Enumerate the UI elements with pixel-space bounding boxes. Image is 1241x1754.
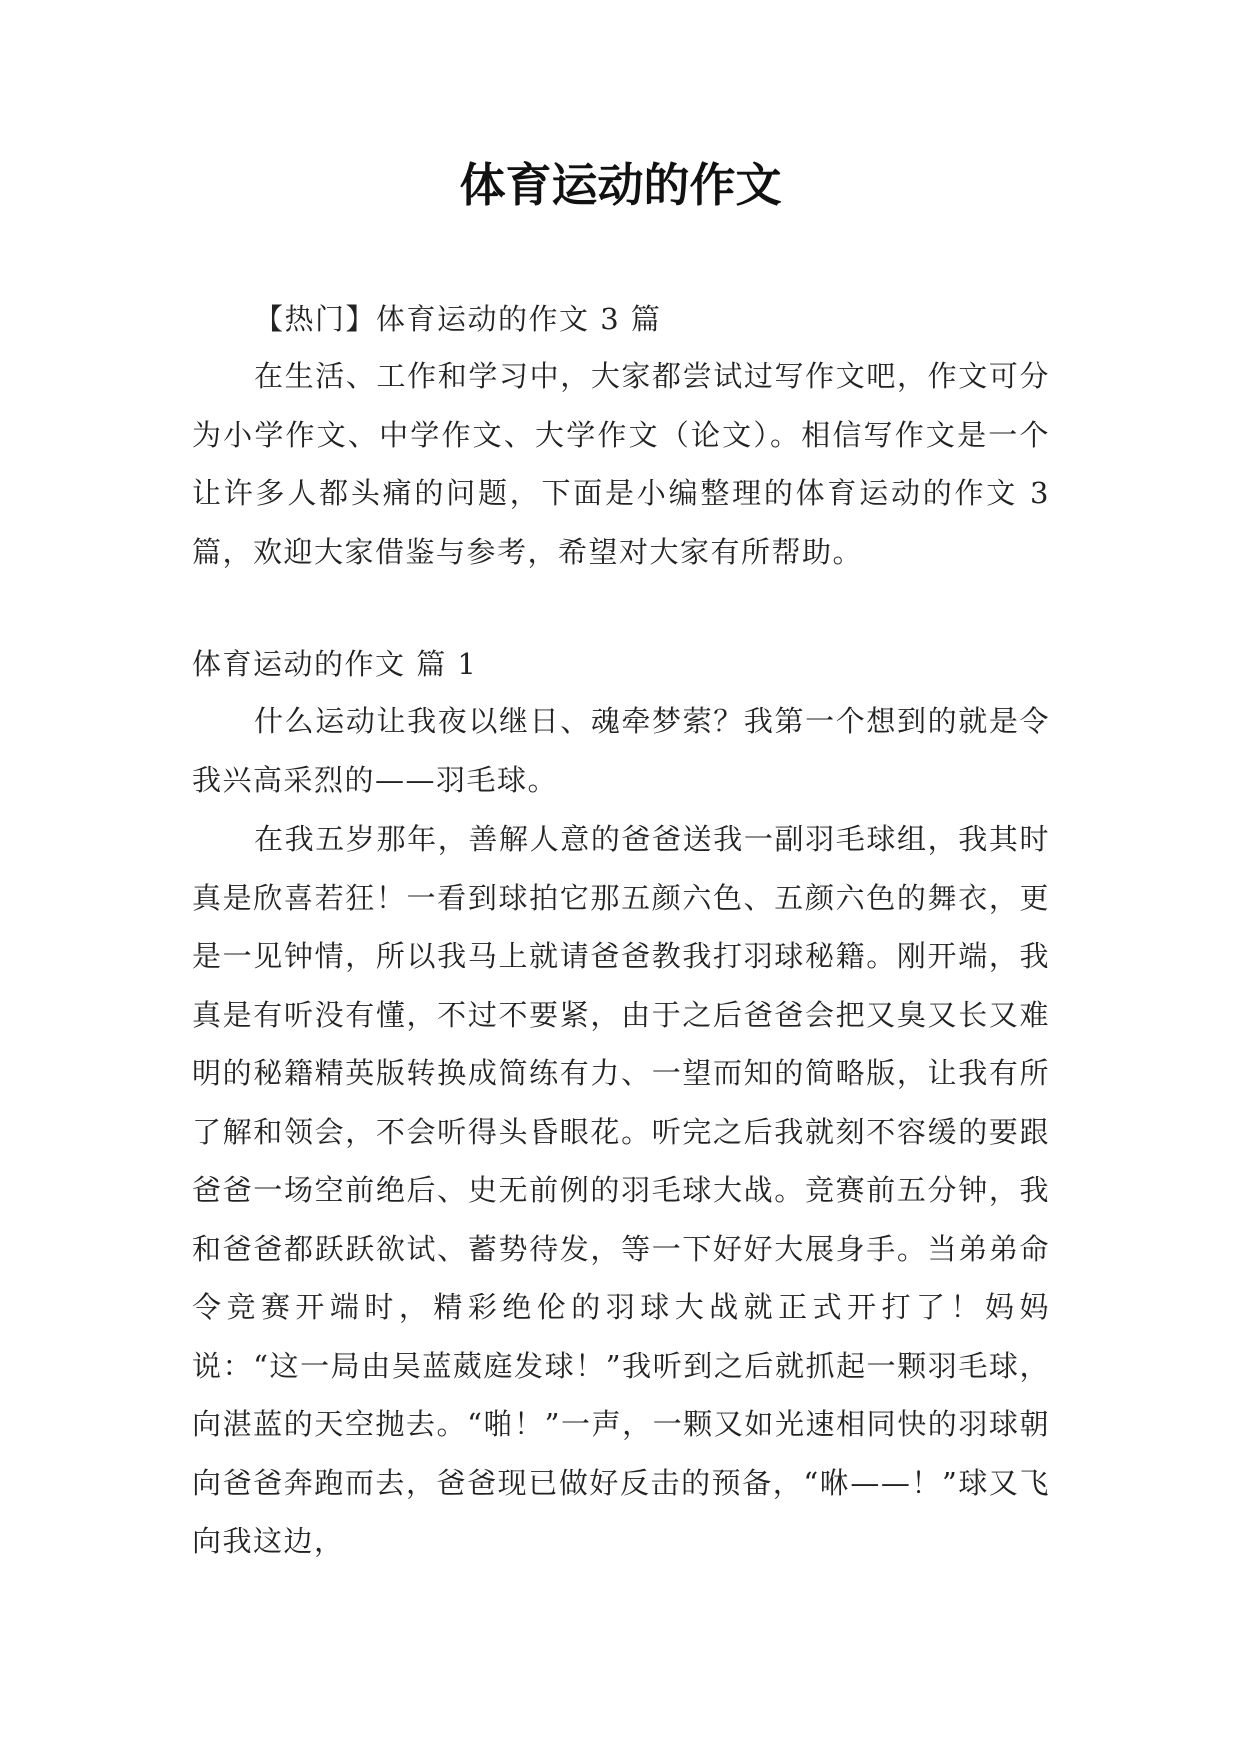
section-heading-part-1: 体育运动的作文 篇 1 [192,647,478,681]
part-1-paragraph-2: 在我五岁那年，善解人意的爸爸送我一副羽毛球组，我其时真是欣喜若狂！一看到球拍它那五颜六色、五颜六色的舞衣，更是一见钟情，所以我马上就请爸爸教我打羽球秘籍。刚开端，我真是有听没有懂，不过不要紧，由于之后爸爸会把又臭又长又难明的秘籍精英版转换成简练有力、一望而知的简略版，让我有所了解和领会，不会听得头昏眼花。听完之后我就刻不容缓的要跟爸爸一场空前绝后、史无前例的羽毛球大战。竞赛前五分钟，我和爸爸都跃跃欲试、蓄势待发，等一下好好大展身手。当弟弟命令竞赛开端时，精彩绝伦的羽球大战就正式开打了！妈妈说：“这一局由吴蓝葳庭发球！”我听到之后就抓起一颗羽毛球，向湛蓝的天空抛去。“啪！”一声，一颗又如光速相同快的羽球朝向爸爸奔跑而去，爸爸现已做好反击的预备，“咻——！”球又飞向我这边， [192,822,1050,1558]
document-title: 体育运动的作文 [459,158,782,212]
intro-paragraph: 在生活、工作和学习中，大家都尝试过写作文吧，作文可分为小学作文、中学作文、大学作文（论文）。相信写作文是一个让许多人都头痛的问题，下面是小编整理的体育运动的作文 3 篇，欢迎大家借鉴与参考，希望对大家有所帮助。 [192,359,1050,569]
hot-articles-line: 【热门】体育运动的作文 3 篇 [254,302,662,336]
part-1-paragraph-1: 什么运动让我夜以继日、魂牵梦萦？我第一个想到的就是令我兴高采烈的——羽毛球。 [192,704,1050,797]
